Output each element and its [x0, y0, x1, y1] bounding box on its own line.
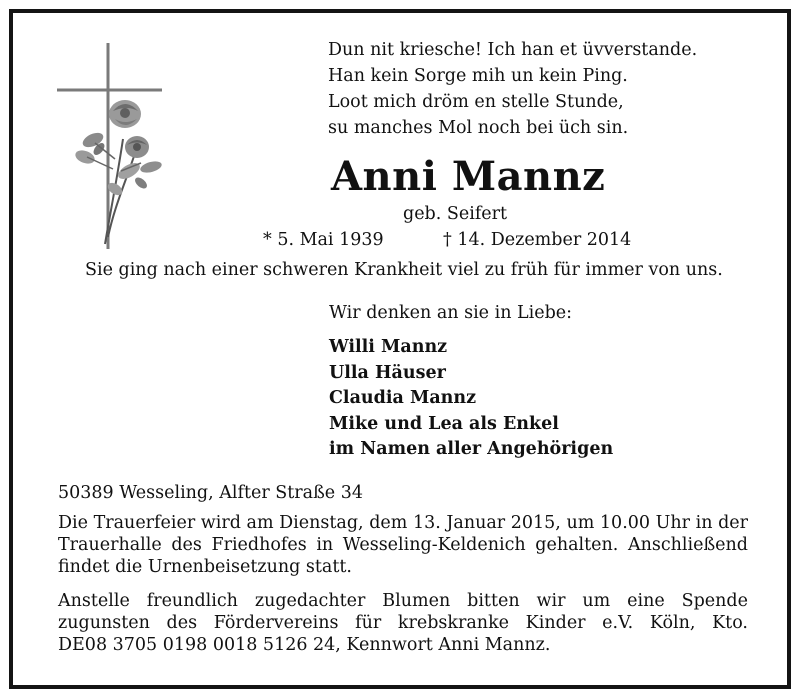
- poem: [328, 37, 697, 141]
- address: 50389 Wesseling, Alfter Straße 34: [58, 483, 363, 503]
- ceremony-paragraph: [58, 512, 748, 578]
- death-date: † 14. Dezember 2014: [443, 230, 632, 250]
- donation-line: DE08 3705 0198 0018 5126 24, Kennwort Anni Mannz.: [58, 635, 551, 655]
- cross-with-roses-icon: [55, 39, 167, 249]
- mourner-name: Willi Mannz: [329, 337, 448, 357]
- donation-line: Anstelle freundlich zugedachter Blumen bitten wir um eine Spende: [58, 591, 748, 611]
- donation-line: zugunsten des Fördervereins für krebskranke Kinder e.V. Köln, Kto.: [58, 613, 748, 633]
- obituary-notice: [9, 9, 791, 689]
- ceremony-line: Trauerhalle des Friedhofes in Wesseling-Keldenich gehalten. Anschließend: [58, 535, 748, 555]
- poem-line: Loot mich dröm en stelle Stunde,: [328, 92, 624, 112]
- mourner-name: Ulla Häuser: [329, 362, 446, 383]
- birth-date: * 5. Mai 1939: [263, 230, 384, 250]
- poem-line: Han kein Sorge mih un kein Ping.: [328, 66, 628, 86]
- mourners-intro: Wir denken an sie in Liebe:: [329, 303, 573, 323]
- poem-line: su manches Mol noch bei üch sin.: [328, 118, 629, 138]
- donation-paragraph: [58, 590, 748, 656]
- mourners-list: [329, 335, 613, 463]
- mourner-name: Mike und Lea als Enkel: [329, 413, 559, 434]
- poem-line: Dun nit kriesche! Ich han et üvverstande.: [328, 40, 698, 60]
- mourner-name: im Namen aller Angehörigen: [329, 439, 614, 459]
- ceremony-line: Die Trauerfeier wird am Dienstag, dem 13. Januar 2015, um 10.00 Uhr in der: [58, 513, 748, 533]
- farewell-sentence: Sie ging nach einer schweren Krankheit viel zu früh für immer von uns.: [85, 260, 723, 280]
- ceremony-line: findet die Urnenbeisetzung statt.: [58, 557, 352, 577]
- deceased-name: Anni Mannz: [331, 153, 606, 200]
- birth-name: geb. Seifert: [403, 204, 508, 224]
- mourner-name: Claudia Mannz: [329, 388, 477, 408]
